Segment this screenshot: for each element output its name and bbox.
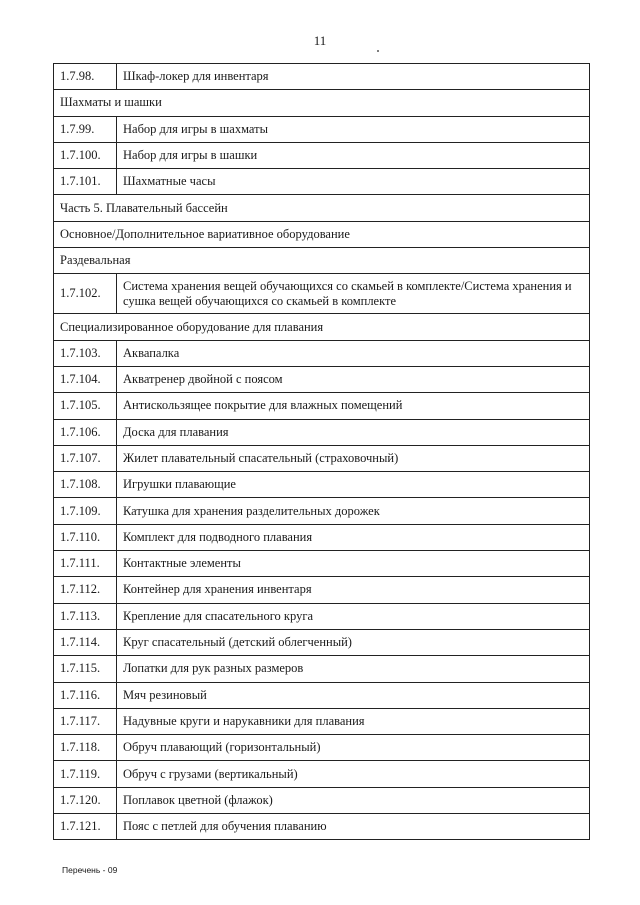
table-row: [54, 472, 590, 498]
item-name: Комплект для подводного плавания: [117, 524, 590, 550]
item-number: 1.7.113.: [54, 603, 117, 629]
table-row: [54, 393, 590, 419]
table-row: [54, 274, 590, 314]
section-row: [54, 314, 590, 340]
section-heading: Шахматы и шашки: [54, 90, 590, 116]
table-row: [54, 629, 590, 655]
item-name: Набор для игры в шахматы: [117, 116, 590, 142]
item-number: 1.7.111.: [54, 551, 117, 577]
section-row: [54, 248, 590, 274]
item-name: Аквапалка: [117, 340, 590, 366]
item-number: 1.7.103.: [54, 340, 117, 366]
section-row: [54, 195, 590, 221]
item-number: 1.7.116.: [54, 682, 117, 708]
item-number: 1.7.98.: [54, 64, 117, 90]
item-number: 1.7.114.: [54, 629, 117, 655]
item-number: 1.7.100.: [54, 142, 117, 168]
item-name: Набор для игры в шашки: [117, 142, 590, 168]
item-name: Поплавок цветной (флажок): [117, 787, 590, 813]
table-row: [54, 814, 590, 840]
item-number: 1.7.117.: [54, 708, 117, 734]
item-number: 1.7.115.: [54, 656, 117, 682]
table-row: [54, 419, 590, 445]
table-row: [54, 64, 590, 90]
item-number: 1.7.109.: [54, 498, 117, 524]
table-row: [54, 445, 590, 471]
table-row: [54, 577, 590, 603]
item-name: Шахматные часы: [117, 169, 590, 195]
item-number: 1.7.110.: [54, 524, 117, 550]
item-number: 1.7.104.: [54, 366, 117, 392]
item-number: 1.7.108.: [54, 472, 117, 498]
scan-speck: [377, 50, 379, 52]
table-row: [54, 142, 590, 168]
item-name: Система хранения вещей обучающихся со скамьей в комплекте/Система хранения и сушка вещей обучающихся со скамьей в комплекте: [117, 274, 590, 314]
equipment-table: [53, 63, 590, 840]
item-name: Контактные элементы: [117, 551, 590, 577]
item-name: Доска для плавания: [117, 419, 590, 445]
table-row: [54, 708, 590, 734]
item-name: Катушка для хранения разделительных дорожек: [117, 498, 590, 524]
item-name: Игрушки плавающие: [117, 472, 590, 498]
item-number: 1.7.107.: [54, 445, 117, 471]
item-number: 1.7.121.: [54, 814, 117, 840]
page-number: 11: [313, 33, 327, 48]
table-row: [54, 682, 590, 708]
item-number: 1.7.106.: [54, 419, 117, 445]
item-number: 1.7.112.: [54, 577, 117, 603]
section-heading: Раздевальная: [54, 248, 590, 274]
table-row: [54, 656, 590, 682]
item-number: 1.7.102.: [54, 274, 117, 314]
item-name: Акватренер двойной с поясом: [117, 366, 590, 392]
item-name: Крепление для спасательного круга: [117, 603, 590, 629]
section-row: [54, 221, 590, 247]
table-row: [54, 603, 590, 629]
table-row: [54, 340, 590, 366]
table-row: [54, 735, 590, 761]
item-name: Обруч плавающий (горизонтальный): [117, 735, 590, 761]
table-row: [54, 116, 590, 142]
item-number: 1.7.105.: [54, 393, 117, 419]
footer-label: Перечень - 09: [62, 865, 118, 875]
item-name: Шкаф-локер для инвентаря: [117, 64, 590, 90]
table-row: [54, 787, 590, 813]
item-number: 1.7.120.: [54, 787, 117, 813]
item-name: Круг спасательный (детский облегченный): [117, 629, 590, 655]
section-heading: Основное/Дополнительное вариативное оборудование: [54, 221, 590, 247]
section-heading: Специализированное оборудование для плавания: [54, 314, 590, 340]
item-name: Лопатки для рук разных размеров: [117, 656, 590, 682]
item-name: Жилет плавательный спасательный (страховочный): [117, 445, 590, 471]
item-number: 1.7.118.: [54, 735, 117, 761]
table-row: [54, 169, 590, 195]
item-name: Мяч резиновый: [117, 682, 590, 708]
item-name: Контейнер для хранения инвентаря: [117, 577, 590, 603]
table-row: [54, 366, 590, 392]
section-heading: Часть 5. Плавательный бассейн: [54, 195, 590, 221]
item-name: Пояс с петлей для обучения плаванию: [117, 814, 590, 840]
section-row: [54, 90, 590, 116]
table-row: [54, 761, 590, 787]
item-number: 1.7.119.: [54, 761, 117, 787]
item-number: 1.7.101.: [54, 169, 117, 195]
table-row: [54, 551, 590, 577]
item-number: 1.7.99.: [54, 116, 117, 142]
item-name: Надувные круги и нарукавники для плавания: [117, 708, 590, 734]
item-name: Антискользящее покрытие для влажных помещений: [117, 393, 590, 419]
item-name: Обруч с грузами (вертикальный): [117, 761, 590, 787]
table-row: [54, 524, 590, 550]
table-row: [54, 498, 590, 524]
